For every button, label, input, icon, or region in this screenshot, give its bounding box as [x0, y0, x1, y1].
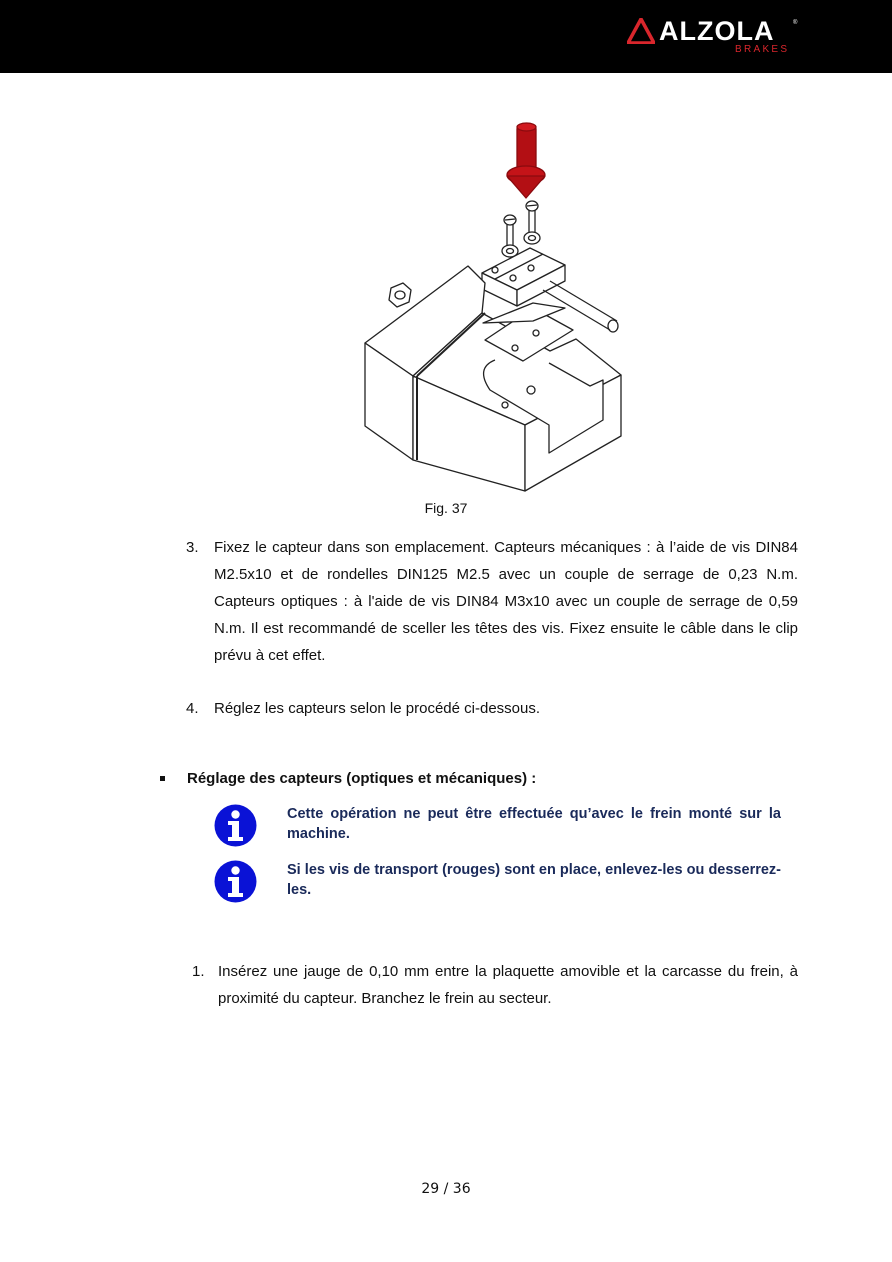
section-title: Réglage des capteurs (optiques et mécaniques) :: [187, 770, 537, 787]
page-number: 29 / 36: [421, 1181, 471, 1197]
step-text: Réglez les capteurs selon le procédé ci-dessous.: [214, 700, 541, 717]
step-number: 1.: [192, 963, 205, 980]
page-header: [0, 0, 892, 73]
step-4: [186, 695, 798, 722]
step-text: Fixez le capteur dans son emplacement. Capteurs mécaniques : à l’aide de vis DIN84 M2.5x10 et de rondelles DIN125 M2.5 avec un couple de serrage de 0,23 N.m. Capteurs optiques : à l'aide de vis DIN84 M3x10 avec un couple de serrage de 0,59 N.m. Il est recommandé de sceller les têtes des vis. Fixez ensuite le câble dans le clip prévu à cet effet.: [214, 539, 798, 664]
triangle-logo-icon: [627, 18, 655, 44]
step-text: Insérez une jauge de 0,10 mm entre la plaquette amovible et la carcasse du frein, à proximité du capteur. Branchez le frein au secteur.: [218, 963, 798, 1007]
registered-mark: ®: [793, 20, 798, 26]
alzola-logo: [627, 16, 802, 58]
info-note-1: [214, 804, 794, 848]
info-icon: [214, 860, 257, 903]
info-note-2: [214, 860, 794, 904]
brand-name: ALZOLA: [659, 16, 775, 46]
step-number: 4.: [186, 700, 199, 717]
note-text: Si les vis de transport (rouges) sont en place, enlevez-les ou desserrez-les.: [287, 862, 781, 898]
step-number: 3.: [186, 539, 199, 556]
figure-37-drawing: [355, 118, 635, 498]
brand-subtitle: BRAKES: [735, 44, 790, 55]
step-1: [192, 958, 798, 1014]
step-3: [186, 534, 798, 674]
note-text: Cette opération ne peut être effectuée qu’avec le frein monté sur la machine.: [287, 806, 781, 842]
info-icon: [214, 804, 257, 847]
red-arrow-icon: [507, 123, 545, 198]
bullet-square-icon: [160, 776, 165, 781]
figure-caption: Fig. 37: [424, 500, 468, 516]
